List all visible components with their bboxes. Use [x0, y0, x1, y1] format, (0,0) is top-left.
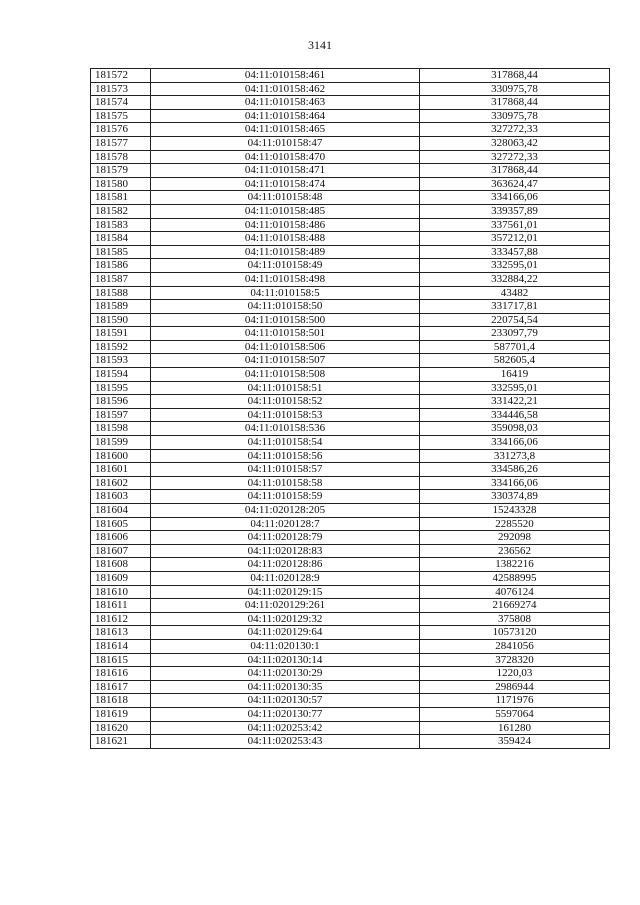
cadastral-value-cell: 334446,58: [420, 408, 610, 422]
cadastral-number-cell: 04:11:010158:498: [151, 272, 420, 286]
row-number-cell: 181574: [91, 96, 151, 110]
cadastral-number-cell: 04:11:020129:15: [151, 585, 420, 599]
table-row: [91, 639, 610, 653]
cadastral-value-cell: 330975,78: [420, 109, 610, 123]
row-number-cell: 181572: [91, 69, 151, 83]
row-number-cell: 181585: [91, 245, 151, 259]
cadastral-value-cell: 337561,01: [420, 218, 610, 232]
cadastral-number-cell: 04:11:020130:77: [151, 707, 420, 721]
cadastral-number-cell: 04:11:010158:462: [151, 82, 420, 96]
table-row: [91, 667, 610, 681]
cadastral-value-cell: 334586,26: [420, 463, 610, 477]
cadastral-number-cell: 04:11:010158:463: [151, 96, 420, 110]
cadastral-number-cell: 04:11:020128:7: [151, 517, 420, 531]
row-number-cell: 181589: [91, 300, 151, 314]
row-number-cell: 181588: [91, 286, 151, 300]
row-number-cell: 181590: [91, 313, 151, 327]
cadastral-value-cell: 21669274: [420, 599, 610, 613]
cadastral-value-cell: 332595,01: [420, 381, 610, 395]
row-number-cell: 181582: [91, 204, 151, 218]
cadastral-value-cell: 359424: [420, 735, 610, 749]
row-number-cell: 181614: [91, 639, 151, 653]
cadastral-value-cell: 332595,01: [420, 259, 610, 273]
table-row: [91, 381, 610, 395]
cadastral-value-cell: 334166,06: [420, 476, 610, 490]
table-row: [91, 395, 610, 409]
row-number-cell: 181594: [91, 368, 151, 382]
table-row: [91, 422, 610, 436]
cadastral-number-cell: 04:11:010158:506: [151, 340, 420, 354]
cadastral-number-cell: 04:11:010158:470: [151, 150, 420, 164]
row-number-cell: 181606: [91, 531, 151, 545]
cadastral-number-cell: 04:11:010158:5: [151, 286, 420, 300]
table-row: [91, 123, 610, 137]
cadastral-value-cell: 2841056: [420, 639, 610, 653]
row-number-cell: 181580: [91, 177, 151, 191]
cadastral-value-cell: 1382216: [420, 558, 610, 572]
cadastral-number-cell: 04:11:020129:261: [151, 599, 420, 613]
table-row: [91, 504, 610, 518]
row-number-cell: 181600: [91, 449, 151, 463]
row-number-cell: 181601: [91, 463, 151, 477]
table-row: [91, 109, 610, 123]
cadastral-value-cell: 587701,4: [420, 340, 610, 354]
cadastral-number-cell: 04:11:010158:500: [151, 313, 420, 327]
table-row: [91, 612, 610, 626]
cadastral-value-cell: 339357,89: [420, 204, 610, 218]
cadastral-value-cell: 2986944: [420, 680, 610, 694]
cadastral-number-cell: 04:11:010158:507: [151, 354, 420, 368]
row-number-cell: 181579: [91, 164, 151, 178]
cadastral-value-cell: 220754,54: [420, 313, 610, 327]
table-row: [91, 490, 610, 504]
cadastral-number-cell: 04:11:020130:1: [151, 639, 420, 653]
cadastral-value-cell: 292098: [420, 531, 610, 545]
table-row: [91, 313, 610, 327]
cadastral-value-cell: 327272,33: [420, 150, 610, 164]
cadastral-number-cell: 04:11:010158:474: [151, 177, 420, 191]
table-row: [91, 408, 610, 422]
table-row: [91, 680, 610, 694]
cadastral-value-cell: 363624,47: [420, 177, 610, 191]
row-number-cell: 181613: [91, 626, 151, 640]
row-number-cell: 181599: [91, 436, 151, 450]
row-number-cell: 181597: [91, 408, 151, 422]
row-number-cell: 181618: [91, 694, 151, 708]
cadastral-number-cell: 04:11:010158:489: [151, 245, 420, 259]
row-number-cell: 181619: [91, 707, 151, 721]
row-number-cell: 181575: [91, 109, 151, 123]
table-body: [91, 69, 610, 749]
cadastral-number-cell: 04:11:020128:83: [151, 544, 420, 558]
cadastral-value-cell: 15243328: [420, 504, 610, 518]
cadastral-number-cell: 04:11:020130:35: [151, 680, 420, 694]
cadastral-value-cell: 1220,03: [420, 667, 610, 681]
row-number-cell: 181576: [91, 123, 151, 137]
cadastral-number-cell: 04:11:010158:486: [151, 218, 420, 232]
cadastral-value-cell: 317868,44: [420, 96, 610, 110]
table-row: [91, 653, 610, 667]
cadastral-value-table: [90, 68, 610, 749]
table-row: [91, 694, 610, 708]
cadastral-number-cell: 04:11:020130:14: [151, 653, 420, 667]
cadastral-number-cell: 04:11:010158:57: [151, 463, 420, 477]
cadastral-value-cell: 333457,88: [420, 245, 610, 259]
cadastral-value-cell: 3728320: [420, 653, 610, 667]
row-number-cell: 181617: [91, 680, 151, 694]
cadastral-number-cell: 04:11:010158:52: [151, 395, 420, 409]
cadastral-value-cell: 334166,06: [420, 436, 610, 450]
row-number-cell: 181615: [91, 653, 151, 667]
row-number-cell: 181612: [91, 612, 151, 626]
row-number-cell: 181578: [91, 150, 151, 164]
row-number-cell: 181620: [91, 721, 151, 735]
cadastral-value-cell: 328063,42: [420, 136, 610, 150]
row-number-cell: 181602: [91, 476, 151, 490]
row-number-cell: 181581: [91, 191, 151, 205]
table-row: [91, 69, 610, 83]
table-row: [91, 218, 610, 232]
table-row: [91, 164, 610, 178]
table-row: [91, 463, 610, 477]
row-number-cell: 181608: [91, 558, 151, 572]
cadastral-number-cell: 04:11:020253:43: [151, 735, 420, 749]
cadastral-number-cell: 04:11:020128:205: [151, 504, 420, 518]
cadastral-number-cell: 04:11:020128:9: [151, 571, 420, 585]
cadastral-value-cell: 5597064: [420, 707, 610, 721]
cadastral-value-cell: 1171976: [420, 694, 610, 708]
table-row: [91, 82, 610, 96]
row-number-cell: 181603: [91, 490, 151, 504]
table-row: [91, 558, 610, 572]
table-row: [91, 204, 610, 218]
cadastral-number-cell: 04:11:020129:64: [151, 626, 420, 640]
table-row: [91, 626, 610, 640]
cadastral-value-cell: 2285520: [420, 517, 610, 531]
row-number-cell: 181616: [91, 667, 151, 681]
row-number-cell: 181583: [91, 218, 151, 232]
cadastral-value-cell: 42588995: [420, 571, 610, 585]
cadastral-value-cell: 161280: [420, 721, 610, 735]
cadastral-number-cell: 04:11:010158:471: [151, 164, 420, 178]
cadastral-number-cell: 04:11:010158:485: [151, 204, 420, 218]
cadastral-value-cell: 331422,21: [420, 395, 610, 409]
cadastral-value-cell: 236562: [420, 544, 610, 558]
cadastral-number-cell: 04:11:010158:461: [151, 69, 420, 83]
table-row: [91, 150, 610, 164]
cadastral-number-cell: 04:11:010158:48: [151, 191, 420, 205]
cadastral-number-cell: 04:11:020253:42: [151, 721, 420, 735]
table-row: [91, 368, 610, 382]
table-row: [91, 531, 610, 545]
cadastral-number-cell: 04:11:010158:508: [151, 368, 420, 382]
table-row: [91, 327, 610, 341]
table-row: [91, 571, 610, 585]
cadastral-value-cell: 359098,03: [420, 422, 610, 436]
cadastral-number-cell: 04:11:010158:501: [151, 327, 420, 341]
cadastral-number-cell: 04:11:010158:51: [151, 381, 420, 395]
row-number-cell: 181605: [91, 517, 151, 531]
cadastral-number-cell: 04:11:010158:49: [151, 259, 420, 273]
table-row: [91, 544, 610, 558]
table-row: [91, 585, 610, 599]
table-row: [91, 136, 610, 150]
cadastral-number-cell: 04:11:010158:53: [151, 408, 420, 422]
cadastral-value-cell: 334166,06: [420, 191, 610, 205]
cadastral-number-cell: 04:11:010158:50: [151, 300, 420, 314]
table-row: [91, 245, 610, 259]
cadastral-number-cell: 04:11:020130:57: [151, 694, 420, 708]
cadastral-number-cell: 04:11:020129:32: [151, 612, 420, 626]
cadastral-value-cell: 330975,78: [420, 82, 610, 96]
table-row: [91, 599, 610, 613]
row-number-cell: 181584: [91, 232, 151, 246]
cadastral-value-cell: 317868,44: [420, 69, 610, 83]
row-number-cell: 181595: [91, 381, 151, 395]
row-number-cell: 181598: [91, 422, 151, 436]
cadastral-number-cell: 04:11:010158:56: [151, 449, 420, 463]
table-row: [91, 177, 610, 191]
cadastral-value-cell: 332884,22: [420, 272, 610, 286]
cadastral-number-cell: 04:11:010158:464: [151, 109, 420, 123]
cadastral-value-cell: 4076124: [420, 585, 610, 599]
cadastral-number-cell: 04:11:010158:536: [151, 422, 420, 436]
row-number-cell: 181596: [91, 395, 151, 409]
row-number-cell: 181604: [91, 504, 151, 518]
cadastral-number-cell: 04:11:010158:47: [151, 136, 420, 150]
table-row: [91, 476, 610, 490]
cadastral-value-cell: 330374,89: [420, 490, 610, 504]
table-row: [91, 436, 610, 450]
table-row: [91, 96, 610, 110]
row-number-cell: 181592: [91, 340, 151, 354]
cadastral-value-cell: 16419: [420, 368, 610, 382]
table-row: [91, 707, 610, 721]
cadastral-value-cell: 582605,4: [420, 354, 610, 368]
cadastral-value-cell: 375808: [420, 612, 610, 626]
table-row: [91, 449, 610, 463]
table-row: [91, 259, 610, 273]
table-row: [91, 517, 610, 531]
cadastral-value-cell: 331717,81: [420, 300, 610, 314]
row-number-cell: 181577: [91, 136, 151, 150]
cadastral-number-cell: 04:11:010158:58: [151, 476, 420, 490]
cadastral-value-cell: 357212,01: [420, 232, 610, 246]
cadastral-value-cell: 233097,79: [420, 327, 610, 341]
table-row: [91, 340, 610, 354]
cadastral-number-cell: 04:11:020128:79: [151, 531, 420, 545]
cadastral-number-cell: 04:11:010158:54: [151, 436, 420, 450]
row-number-cell: 181587: [91, 272, 151, 286]
cadastral-number-cell: 04:11:010158:465: [151, 123, 420, 137]
cadastral-value-cell: 327272,33: [420, 123, 610, 137]
cadastral-value-cell: 331273,8: [420, 449, 610, 463]
page-number: 3141: [308, 38, 332, 52]
table-row: [91, 300, 610, 314]
table-row: [91, 191, 610, 205]
row-number-cell: 181611: [91, 599, 151, 613]
cadastral-value-cell: 317868,44: [420, 164, 610, 178]
table-row: [91, 735, 610, 749]
cadastral-value-cell: 10573120: [420, 626, 610, 640]
row-number-cell: 181586: [91, 259, 151, 273]
row-number-cell: 181573: [91, 82, 151, 96]
row-number-cell: 181610: [91, 585, 151, 599]
cadastral-number-cell: 04:11:010158:488: [151, 232, 420, 246]
table-row: [91, 721, 610, 735]
row-number-cell: 181591: [91, 327, 151, 341]
table-row: [91, 286, 610, 300]
cadastral-number-cell: 04:11:020128:86: [151, 558, 420, 572]
row-number-cell: 181593: [91, 354, 151, 368]
table-row: [91, 272, 610, 286]
cadastral-number-cell: 04:11:020130:29: [151, 667, 420, 681]
table-row: [91, 354, 610, 368]
cadastral-value-cell: 43482: [420, 286, 610, 300]
row-number-cell: 181607: [91, 544, 151, 558]
row-number-cell: 181621: [91, 735, 151, 749]
table-row: [91, 232, 610, 246]
row-number-cell: 181609: [91, 571, 151, 585]
cadastral-number-cell: 04:11:010158:59: [151, 490, 420, 504]
